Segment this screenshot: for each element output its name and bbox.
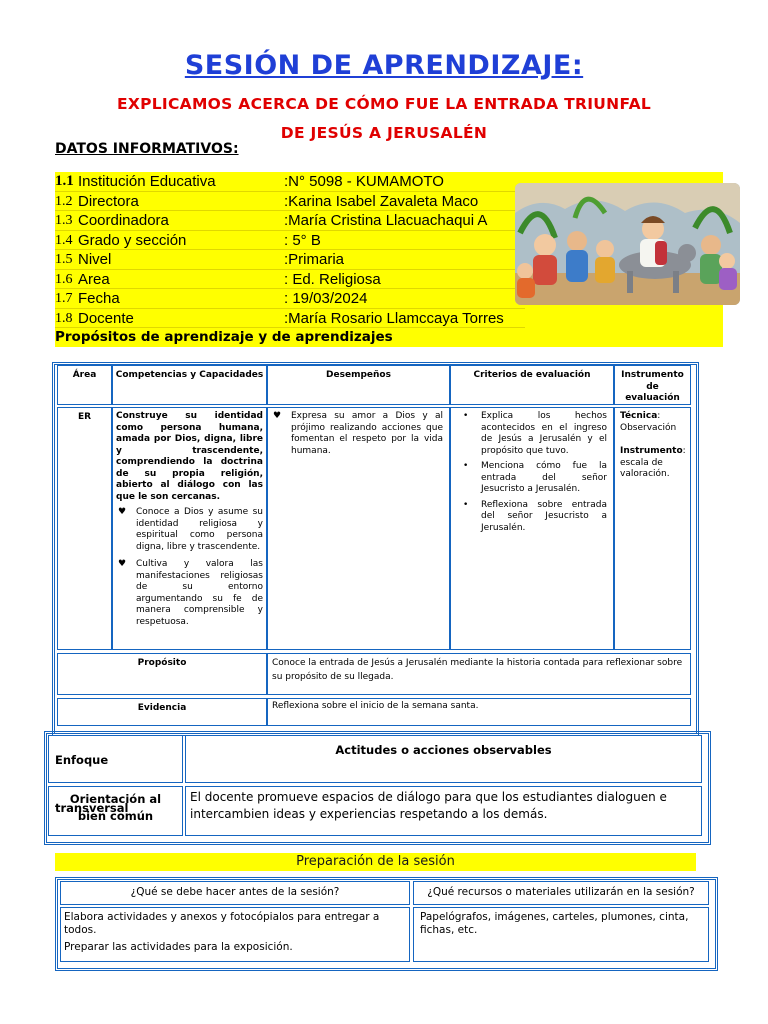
info-row-value: :María Cristina Llacuachaqui A bbox=[284, 212, 488, 229]
info-row-label: Grado y sección bbox=[78, 231, 187, 249]
orientacion-bien-comun-text: El docente promueve espacios de diálogo para que los estudiantes dialoguen e intercambien ideas y experiencias respetando a los demás. bbox=[185, 786, 702, 836]
info-row-value: : Ed. Religiosa bbox=[284, 270, 381, 288]
evidencia-label: Evidencia bbox=[57, 698, 267, 726]
header-criterios: Criterios de evaluación bbox=[450, 365, 614, 405]
info-row-docente bbox=[55, 309, 525, 329]
info-row-number: 1.7 bbox=[55, 291, 73, 306]
orientacion-bien-comun-label: Orientación al bien común bbox=[48, 786, 183, 836]
info-row-value: :N° 5098 - KUMAMOTO bbox=[284, 173, 444, 190]
competencia-text: Construye su identidad como persona humana, amada por Dios, digna, libre y trascendente, comprendiendo la doctrina de su propia religión, abierto al diálogo con las que le son cercanas. bbox=[116, 411, 263, 502]
triumphal-entry-illustration bbox=[515, 183, 740, 305]
desempenos-cell bbox=[267, 407, 450, 650]
info-row-institucion bbox=[55, 172, 525, 192]
instrumento-cell bbox=[614, 407, 691, 650]
preparacion-col1-header: ¿Qué se debe hacer antes de la sesión? bbox=[60, 881, 410, 905]
preparacion-col1-cell bbox=[60, 907, 410, 962]
competencias-cell bbox=[112, 407, 267, 650]
instrumento-label: Instrumento bbox=[620, 446, 683, 456]
info-row-value: :Karina Isabel Zavaleta Maco bbox=[284, 192, 479, 210]
criterios-cell bbox=[450, 407, 614, 650]
evidencia-text: Reflexiona sobre el inicio de la semana santa. bbox=[267, 698, 691, 726]
info-row-fecha bbox=[55, 289, 525, 309]
proposito-label: Propósito bbox=[57, 653, 267, 695]
criterio-item: • Menciona cómo fue la entrada del señor Jesucristo a Jerusalén. bbox=[459, 461, 607, 496]
info-row-label: Fecha bbox=[78, 290, 120, 307]
tecnica-value: : Observación bbox=[620, 411, 677, 433]
info-row-value: : 19/03/2024 bbox=[284, 290, 368, 307]
info-row-grado bbox=[55, 231, 525, 251]
info-row-number: 1.4 bbox=[55, 232, 73, 248]
info-row-value: :María Rosario Llamccaya Torres bbox=[284, 309, 504, 327]
criterio-item: • Reflexiona sobre entrada del señor Jesucristo a Jerusalén. bbox=[459, 500, 607, 535]
info-row-label: Nivel bbox=[78, 251, 112, 268]
preparacion-item: Preparar las actividades para la exposición. bbox=[64, 941, 293, 953]
actitudes-header: Actitudes o acciones observables bbox=[185, 735, 702, 783]
info-row-number: 1.5 bbox=[55, 252, 73, 267]
tecnica-label: Técnica bbox=[620, 411, 658, 421]
instrumento-value: : escala de valoración. bbox=[620, 446, 686, 479]
info-row-number: 1.8 bbox=[55, 310, 73, 326]
info-row-nivel bbox=[55, 250, 525, 270]
info-row-value: : 5° B bbox=[284, 231, 321, 249]
desempeno-item: ♥ Expresa su amor a Dios y al prójimo realizando acciones que fomentan el respeto por la vida humana. bbox=[271, 411, 443, 457]
header-desempenos: Desempeños bbox=[267, 365, 450, 405]
preparacion-item: Elabora actividades y anexos y fotocópialos para entregar a todos. bbox=[64, 911, 380, 936]
preparacion-col2-header: ¿Qué recursos o materiales utilizarán en la sesión? bbox=[413, 881, 709, 905]
info-row-label: Docente bbox=[78, 309, 134, 327]
header-competencias: Competencias y Capacidades bbox=[112, 365, 267, 405]
preparacion-heading: Preparación de la sesión bbox=[55, 853, 696, 871]
datos-informativos-heading: DATOS INFORMATIVOS: bbox=[55, 141, 239, 157]
info-row-directora bbox=[55, 192, 525, 212]
info-row-value: :Primaria bbox=[284, 251, 345, 268]
area-cell: ER bbox=[57, 407, 112, 650]
enfoque-label: Enfoque transversal bbox=[48, 735, 183, 783]
info-row-number: 1.6 bbox=[55, 271, 73, 287]
page-title: SESIÓN DE APRENDIZAJE: bbox=[184, 50, 584, 81]
info-row-label: Area bbox=[78, 270, 110, 288]
propositos-heading: Propósitos de aprendizaje y de aprendizajes bbox=[55, 329, 393, 345]
info-row-area bbox=[55, 270, 525, 290]
header-instrumento: Instrumento de evaluación bbox=[614, 365, 691, 405]
proposito-text: Conoce la entrada de Jesús a Jerusalén mediante la historia contada para reflexionar sobre su propósito de su llegada. bbox=[267, 653, 691, 695]
info-row-number: 1.1 bbox=[55, 173, 74, 189]
capacidad-item: ♥ Cultiva y valora las manifestaciones religiosas de su entorno argumentando su fe de manera comprensible y respetuosa. bbox=[116, 559, 263, 628]
header-area: Área bbox=[57, 365, 112, 405]
session-subtitle-line-2: DE JESÚS A JERUSALÉN bbox=[280, 124, 488, 142]
capacidad-item: ♥ Conoce a Dios y asume su identidad religiosa y espiritual como persona digna, libre y trascendente. bbox=[116, 507, 263, 553]
info-row-label: Coordinadora bbox=[78, 212, 169, 229]
info-row-coordinadora bbox=[55, 211, 525, 231]
info-row-label: Directora bbox=[78, 192, 139, 210]
info-row-label: Institución Educativa bbox=[78, 173, 216, 190]
info-row-number: 1.2 bbox=[55, 193, 73, 209]
info-row-number: 1.3 bbox=[55, 213, 73, 228]
session-subtitle-line-1: EXPLICAMOS ACERCA DE CÓMO FUE LA ENTRADA TRIUNFAL bbox=[116, 95, 652, 113]
criterio-item: • Explica los hechos acontecidos en el ingreso de Jesús a Jerusalén y el propósito que tuvo. bbox=[459, 411, 607, 457]
recursos-text: Papelógrafos, imágenes, carteles, plumones, cinta, fichas, etc. bbox=[413, 907, 709, 962]
